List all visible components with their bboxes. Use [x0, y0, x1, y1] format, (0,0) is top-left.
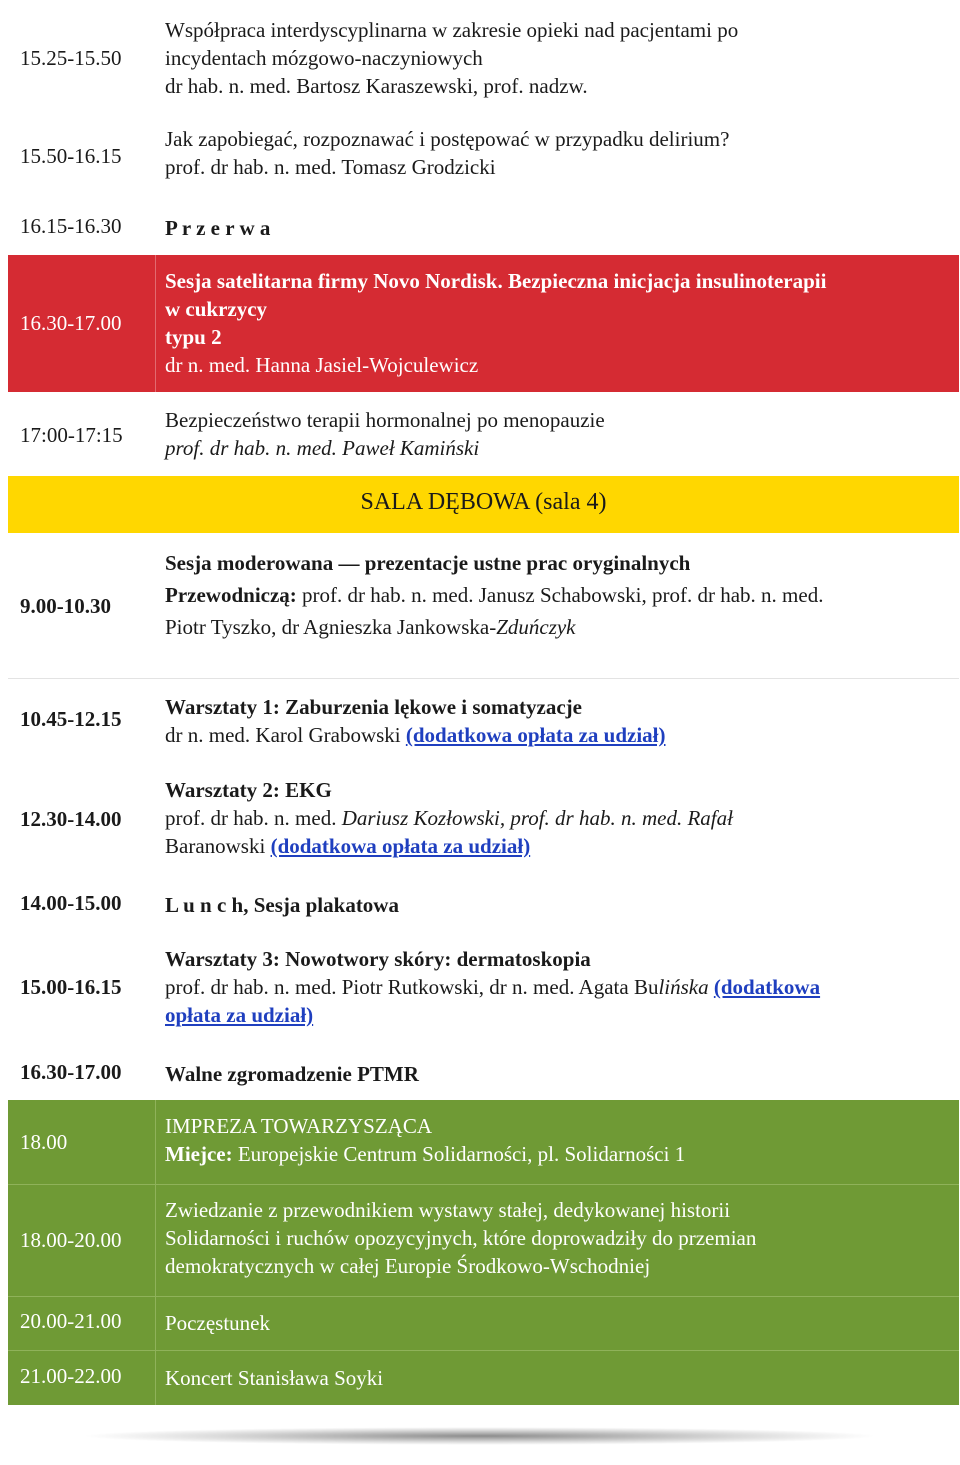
session-details: [165, 16, 955, 100]
agenda-row-6: [8, 533, 959, 678]
agenda-row-5: [8, 392, 959, 476]
time-slot: 20.00-21.00: [20, 1309, 122, 1333]
speaker: dr n. med. Hanna Jasiel-Wojculewicz: [165, 353, 479, 377]
agenda-row-lunch: [8, 880, 959, 930]
place: Europejskie Centrum Solidarności, pl. Solidarności 1: [232, 1142, 686, 1166]
time-slot: 9.00-10.30: [20, 594, 111, 618]
page-shadow: [80, 1427, 880, 1445]
time-slot: 16.30-17.00: [20, 311, 122, 335]
event-description: Solidarności i ruchów opozycyjnych, które doprowadziły do przemian: [165, 1226, 757, 1250]
speaker: prof. dr hab. n. med. Piotr Rutkowski, dr n. med. Agata Bu: [165, 975, 659, 999]
session-details: [165, 776, 955, 860]
session-details: [165, 267, 955, 379]
speaker: dr hab. n. med. Bartosz Karaszewski, prof. nadzw.: [165, 74, 588, 98]
session-details: [165, 547, 955, 643]
chairs-line: [165, 579, 955, 611]
session-details: [165, 406, 955, 462]
event-details: [165, 1112, 955, 1168]
time-slot: 21.00-22.00: [20, 1364, 122, 1388]
chairs: prof. dr hab. n. med. Janusz Schabowski, prof. dr hab. n. med.: [296, 583, 824, 607]
time-slot: 18.00-20.00: [20, 1228, 122, 1252]
session-title: Warsztaty 2: EKG: [165, 778, 332, 802]
speaker-line: [165, 832, 955, 860]
session-details: [165, 125, 955, 181]
time-slot: 15.25-15.50: [20, 46, 122, 70]
extra-fee-link[interactable]: (dodatkowa: [713, 975, 821, 999]
speaker: prof. dr hab. n. med. Tomasz Grodzicki: [165, 155, 496, 179]
time-slot: 18.00: [20, 1130, 68, 1154]
event-place: [165, 1140, 955, 1168]
lunch-label: L u n c h, Sesja plakatowa: [165, 893, 399, 917]
time-slot: 16.30-17.00: [20, 1060, 122, 1084]
time-slot: 15.50-16.15: [20, 144, 122, 168]
chairs: Piotr Tyszko, dr Agnieszka Jankowska-: [165, 615, 497, 639]
agenda-row-8: [8, 765, 959, 880]
session-details: [165, 693, 955, 749]
time-slot: 15.00-16.15: [20, 975, 122, 999]
agenda-row-assembly: [8, 1050, 959, 1095]
session-title: Sesja moderowana — prezentacje ustne prac oryginalnych: [165, 551, 691, 575]
place-label: Miejce:: [165, 1142, 233, 1166]
speaker-line: [165, 721, 955, 749]
agenda-row-10: [8, 935, 959, 1050]
session-title-line: w cukrzycy: [165, 297, 268, 321]
chairs: Zduńczyk: [496, 615, 576, 639]
session-title: Jak zapobiegać, rozpoznawać i postępować w przypadku delirium?: [165, 127, 730, 151]
session-title-line: Sesja satelitarna firmy Novo Nordisk. Bezpieczna inicjacja insulinoterapii: [165, 269, 827, 293]
extra-fee-link[interactable]: (dodatkowa opłata za udział): [405, 723, 666, 747]
extra-fee-link[interactable]: opłata za udział): [165, 1003, 314, 1027]
extra-fee-link[interactable]: (dodatkowa opłata za udział): [270, 834, 531, 858]
session-title: Warsztaty 1: Zaburzenia lękowe i somatyzacje: [165, 695, 582, 719]
time-slot: 12.30-14.00: [20, 807, 122, 831]
agenda-row-1: [8, 8, 959, 108]
time-slot: 17:00-17:15: [20, 423, 123, 447]
event-description: demokratycznych w całej Europie Środkowo-Wschodniej: [165, 1254, 651, 1278]
companion-event-block: [8, 1100, 959, 1405]
refreshments-label: Poczęstunek: [165, 1311, 270, 1335]
session-title-line: Współpraca interdyscyplinarna w zakresie opieki nad pacjentami po: [165, 18, 739, 42]
speaker: Baranowski: [165, 834, 271, 858]
assembly-label: Walne zgromadzenie PTMR: [165, 1062, 419, 1086]
session-title: Bezpieczeństwo terapii hormonalnej po menopauzie: [165, 408, 605, 432]
agenda-row-2: [8, 118, 959, 200]
satellite-session-row: [8, 255, 959, 392]
agenda-row-7: [8, 679, 959, 765]
hall-header: [8, 476, 959, 533]
concert-label: Koncert Stanisława Soyki: [165, 1366, 384, 1390]
speaker: prof. dr hab. n. med.: [165, 806, 342, 830]
chairs-label: Przewodniczą:: [165, 583, 297, 607]
time-slot: 16.15-16.30: [20, 214, 122, 238]
session-title-line: incydentach mózgowo-naczyniowych: [165, 46, 483, 70]
agenda-row-break: [8, 205, 959, 247]
speaker-line: [165, 804, 955, 832]
session-details: [165, 945, 955, 1029]
chairs-line: [165, 611, 955, 643]
speaker: dr n. med. Karol Grabowski: [165, 723, 406, 747]
event-description: Zwiedzanie z przewodnikiem wystawy stałej, dedykowanej historii: [165, 1198, 731, 1222]
event-details: [165, 1196, 955, 1280]
speaker-line: [165, 1001, 955, 1029]
session-title: Warsztaty 3: Nowotwory skóry: dermatoskopia: [165, 947, 591, 971]
speaker: lińska: [658, 975, 709, 999]
hall-title: SALA DĘBOWA (sala 4): [360, 489, 607, 515]
break-label: P r z e r w a: [165, 216, 271, 240]
time-slot: 14.00-15.00: [20, 891, 122, 915]
speaker: prof. dr hab. n. med. Paweł Kamiński: [165, 436, 480, 460]
session-title-line: typu 2: [165, 325, 222, 349]
speaker: Dariusz Kozłowski, prof. dr hab. n. med. Rafał: [341, 806, 733, 830]
speaker-line: [165, 973, 955, 1001]
event-title: IMPREZA TOWARZYSZĄCA: [165, 1114, 433, 1138]
time-slot: 10.45-12.15: [20, 707, 122, 731]
